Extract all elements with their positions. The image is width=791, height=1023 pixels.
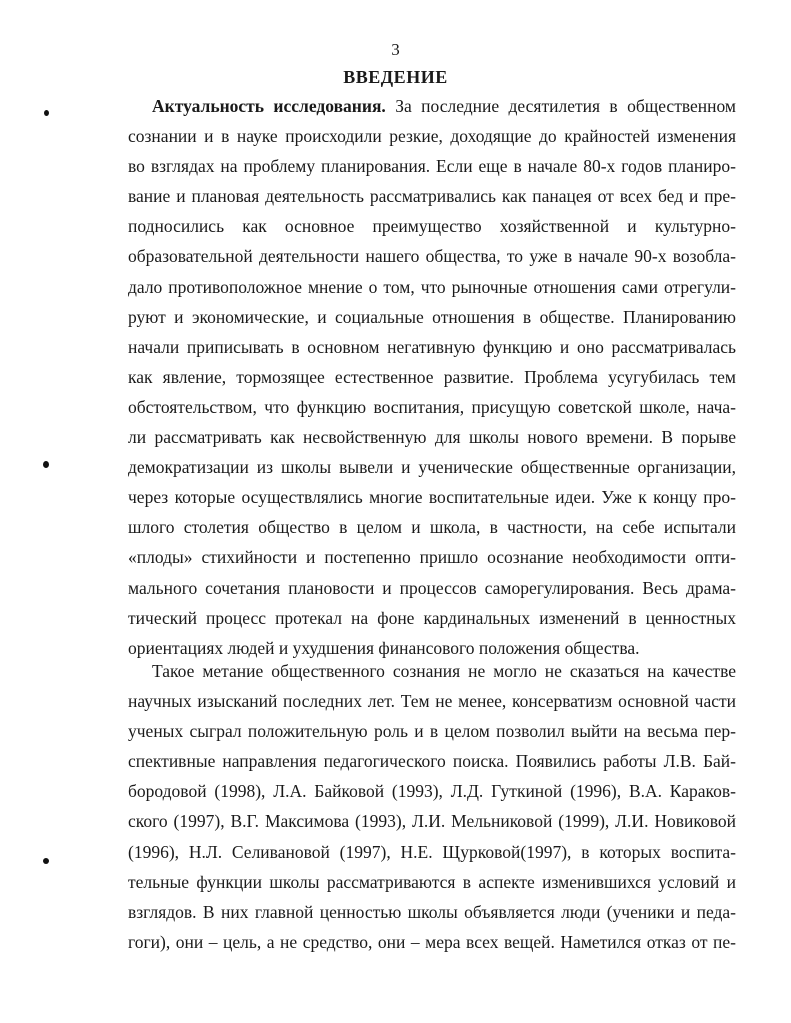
text-line: тический процесс протекал на фоне кардинальных изменений в ценностных [128,607,736,628]
text-line: вание и плановая деятельность рассматривались как панацея от всех бед и пре- [128,186,736,207]
text-line: ориентациях людей и ухудшения финансового положения общества. [128,637,640,658]
text-line: мального сочетания плановости и процессов саморегулирования. Весь драма- [128,577,736,598]
text-line: Актуальность исследования. За последние десятилетия в общественном [152,96,736,116]
text-line: взглядов. В них главной ценностью школы объявляется люди (ученики и педа- [128,901,736,922]
scan-speck [44,110,49,116]
section-lead: Актуальность исследования. [152,96,386,116]
text-line: демократизации из школы вывели и ученические общественные организации, [128,457,736,478]
text-line: (1996), Н.Л. Селивановой (1997), Н.Е. Щурковой(1997), в которых воспита- [128,841,736,862]
text-line: во взглядах на проблему планирования. Если еще в начале 80-х годов планиро- [128,156,736,177]
paragraph-research-review [128,656,736,957]
text-line: бородовой (1998), Л.А. Байковой (1993), Л.Д. Гуткиной (1996), В.А. Караков- [128,781,736,802]
text-line: ли рассматривать как несвойственную для школы нового времени. В порыве [128,427,736,448]
text-line: через которые осуществлялись многие воспитательные идеи. Уже к концу про- [128,487,736,508]
scan-speck [43,461,49,468]
scan-speck [43,858,49,864]
text-line: дало противоположное мнение о том, что рыночные отношения сами отрегули- [128,276,736,297]
paragraph-relevance [128,91,736,663]
text-line: Такое метание общественного сознания не могло не сказаться на качестве [152,661,736,681]
page-title: ВВЕДЕНИЕ [343,67,448,87]
page-number: 3 [391,40,400,59]
text-line: гоги), они – цель, а не средство, они – мера всех вещей. Наметился отказ от пе- [128,931,736,952]
text-line: как явление, тормозящее естественное развитие. Проблема усугубилась тем [128,366,736,387]
text-line: обстоятельством, что функцию воспитания, присущую советской школе, нача- [128,396,736,417]
text-line: шлого столетия общество в целом и школа, в частности, на себе испытали [128,517,736,538]
text-line: образовательной деятельности нашего общества, то уже в начале 90-х возобла- [128,246,736,267]
text-line: руют и экономические, и социальные отношения в обществе. Планированию [128,306,736,327]
text-line: начали приписывать в основном негативную функцию и оно рассматривалась [128,336,736,357]
text-line: ского (1997), В.Г. Максимова (1993), Л.И. Мельниковой (1999), Л.И. Новиковой [128,811,736,832]
text-line: подносились как основное преимущество хозяйственной и культурно- [128,216,736,237]
text-line: «плоды» стихийности и постепенно пришло осознание необходимости опти- [128,547,736,568]
text-line: сознании и в науке происходили резкие, доходящие до крайностей изменения [128,126,736,147]
text-line: ученых сыграл положительную роль и в целом позволил выйти на весьма пер- [128,721,736,742]
text-line: научных изысканий последних лет. Тем не менее, консерватизм основной части [128,691,736,712]
text-line: спективные направления педагогического поиска. Появились работы Л.В. Бай- [128,751,736,772]
text-line: тельные функции школы рассматриваются в аспекте изменившихся условий и [128,871,736,892]
